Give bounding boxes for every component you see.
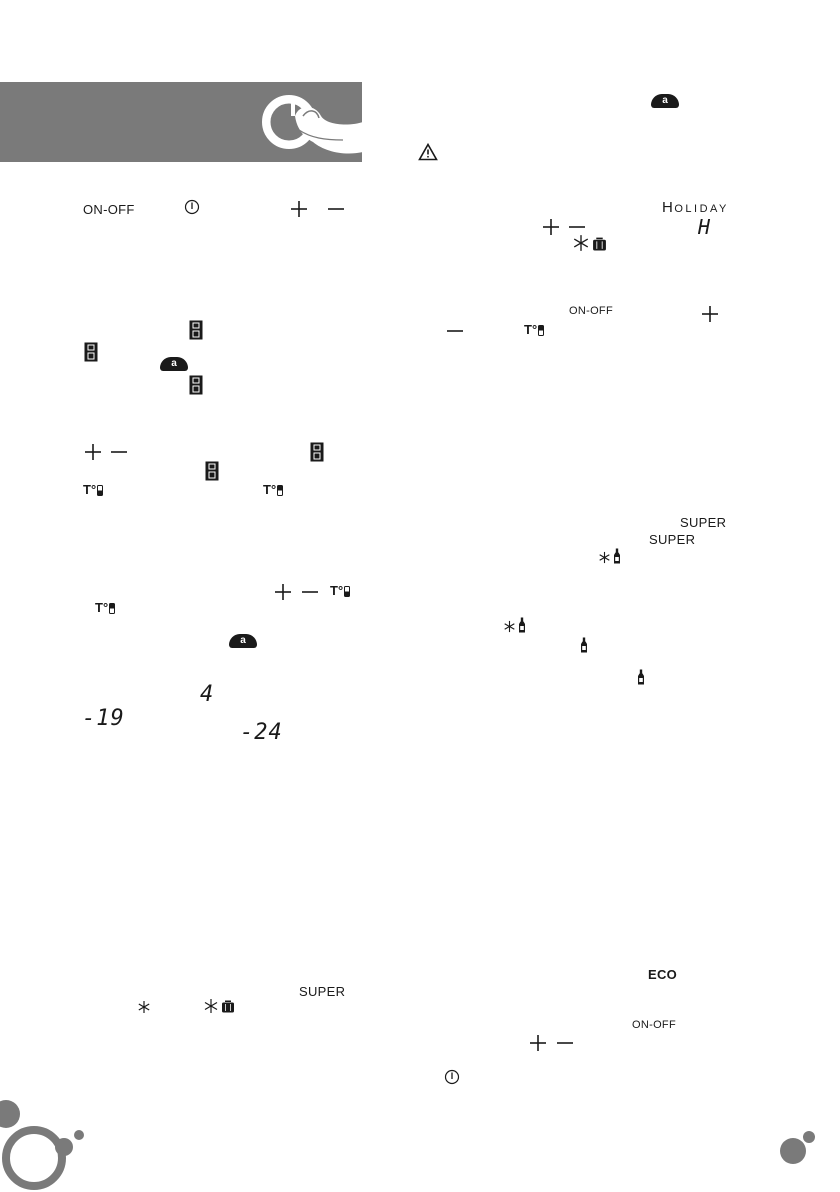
- minus-icon: [327, 200, 345, 218]
- fridge-compartment-icon: [84, 342, 98, 362]
- temperature-freezer-icon: T°: [95, 601, 115, 614]
- bottle-icon: [637, 669, 645, 685]
- warning-icon: [418, 143, 438, 161]
- fridge-compartment-icon: [189, 320, 203, 340]
- a-button-icon: a: [229, 634, 257, 648]
- super-label: SUPER: [299, 984, 346, 999]
- power-icon: [184, 199, 200, 215]
- snowflake-bottle-icon: [598, 548, 621, 564]
- plus-icon: [701, 305, 719, 323]
- on-off-label: ON-OFF: [83, 202, 135, 217]
- plus-icon: [274, 583, 292, 601]
- display-value-4: 4: [200, 682, 215, 707]
- fridge-compartment-icon: [189, 375, 203, 395]
- plus-icon: [84, 443, 102, 461]
- a-button-icon: a: [160, 357, 188, 371]
- minus-icon: [556, 1034, 574, 1052]
- decorative-circles-left: [0, 1100, 100, 1192]
- bottle-icon: [580, 637, 588, 653]
- snowflake-bag-icon: [572, 234, 607, 252]
- super-label: SUPER: [680, 515, 727, 530]
- fridge-compartment-icon: [310, 442, 324, 462]
- decorative-circles-right: [770, 1120, 840, 1170]
- minus-icon: [110, 443, 128, 461]
- snowflake-bag-icon: [203, 998, 235, 1014]
- plus-icon: [529, 1034, 547, 1052]
- holiday-label: HOLIDAY: [662, 199, 729, 216]
- power-icon: [444, 1069, 460, 1085]
- fridge-compartment-icon: [205, 461, 219, 481]
- temperature-freezer-icon: T°: [263, 483, 283, 496]
- display-value-minus-24: -24: [240, 720, 283, 745]
- minus-icon: [446, 322, 464, 340]
- temperature-fridge-icon: T°: [330, 584, 350, 597]
- snowflake-bottle-icon: [503, 617, 526, 633]
- on-off-label: ON-OFF: [569, 305, 613, 317]
- super-label: SUPER: [649, 532, 696, 547]
- plus-icon: [290, 200, 308, 218]
- eco-label: ECO: [648, 967, 678, 982]
- display-value-minus-19: -19: [82, 706, 125, 731]
- temperature-freezer-icon: T°: [524, 323, 544, 336]
- temperature-fridge-icon: T°: [83, 483, 103, 496]
- plus-icon: [542, 218, 560, 236]
- a-button-icon: a: [651, 94, 679, 108]
- snowflake-icon: [137, 1000, 151, 1014]
- on-off-label: ON-OFF: [632, 1019, 676, 1031]
- minus-icon: [301, 583, 319, 601]
- hand-pressing-button-icon: [255, 86, 363, 162]
- display-value-h: H: [698, 215, 712, 239]
